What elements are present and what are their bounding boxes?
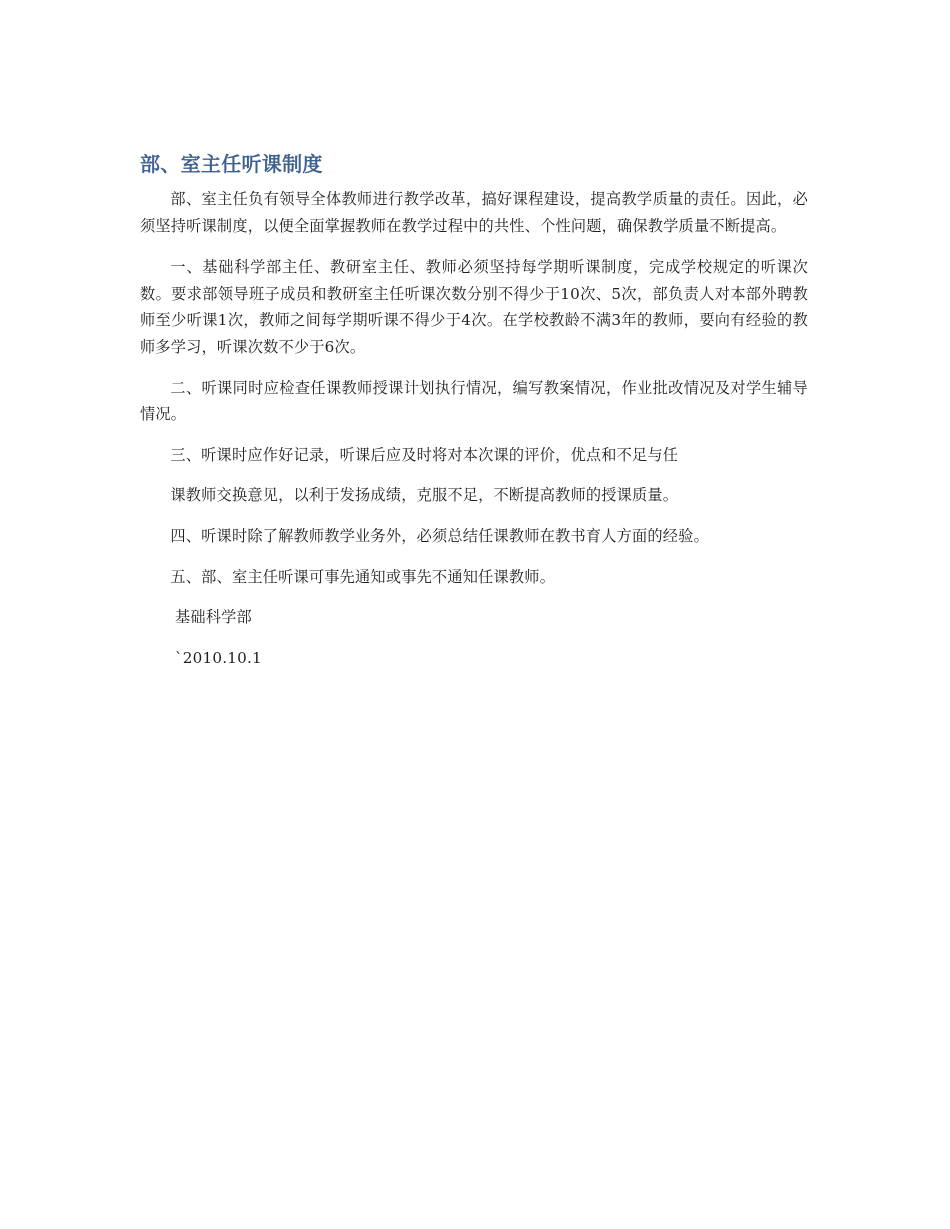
rule-item-2: 二、听课同时应检查任课教师授课计划执行情况，编写教案情况，作业批改情况及对学生辅导情况。	[140, 378, 808, 424]
signature-department: 基础科学部	[175, 608, 252, 627]
document-title: 部、室主任听课制度	[140, 152, 323, 176]
rule-item-1: 一、基础科学部主任、教研室主任、教师必须坚持每学期听课制度，完成学校规定的听课次数。要求部领导班子成员和教研室主任听课次数分别不得少于10次、5次，部负责人对本部外聘教师至少听课1次，教师之间每学期听课不得少于4次。在学校教龄不满3年的教师，要向有经验的教师多学习，听课次数不少于6次。	[140, 258, 808, 356]
signature-date: `2010.10.1	[175, 648, 262, 667]
rule-item-3-continued: 课教师交换意见，以利于发扬成绩，克服不足，不断提高教师的授课质量。	[170, 486, 679, 505]
intro-paragraph: 部、室主任负有领导全体教师进行教学改革，搞好课程建设，提高教学质量的责任。因此，必须坚持听课制度，以便全面掌握教师在教学过程中的共性、个性问题，确保教学质量不断提高。	[140, 190, 808, 235]
document-body	[140, 148, 808, 685]
rule-item-5: 五、部、室主任听课可事先通知或事先不通知任课教师。	[170, 567, 556, 586]
rule-item-4: 四、听课时除了解教师教学业务外，必须总结任课教师在教书育人方面的经验。	[170, 526, 709, 545]
rule-item-3: 三、听课时应作好记录，听课后应及时将对本次课的评价，优点和不足与任	[170, 445, 679, 464]
